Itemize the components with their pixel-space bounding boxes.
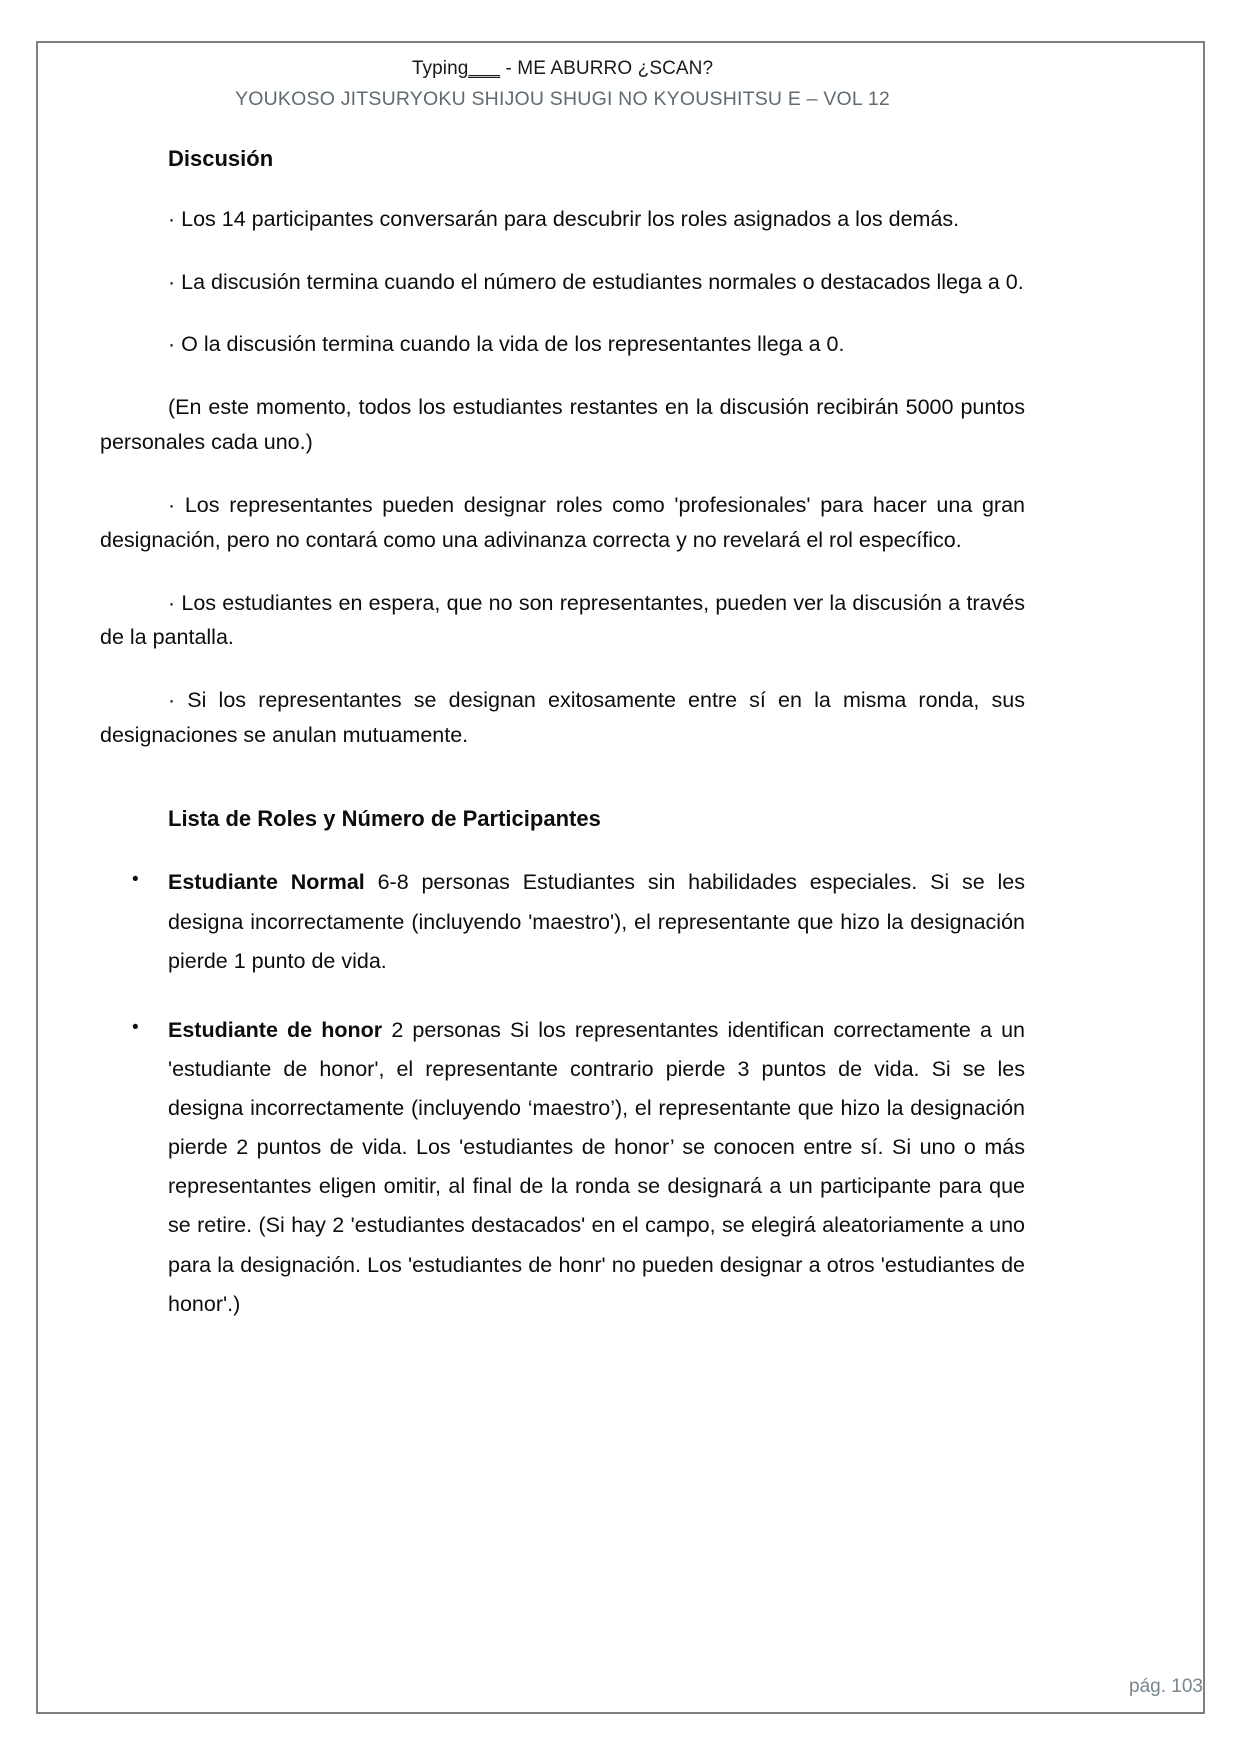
paragraph-participants: · Los 14 participantes conversarán para descubrir los roles asignados a los demás. — [168, 206, 960, 231]
section-heading-discusion: Discusión — [168, 146, 274, 172]
page-header — [100, 58, 1025, 111]
paragraph-professional-designation: · Los representantes pueden designar roles como 'profesionales' para hacer una gran designación, pero no contará como una adivinanza correcta y no revelará el rol específico. — [100, 492, 1025, 552]
roles-list — [100, 863, 1025, 1323]
list-item — [100, 1011, 1025, 1324]
paragraph-end-condition-life: · O la discusión termina cuando la vida de los representantes llega a 0. — [168, 332, 845, 357]
paragraph-waiting-students: · Los estudiantes en espera, que no son representantes, pueden ver la discusión a través de la pantalla. — [100, 590, 1025, 650]
role-description-estudiante-normal: 6-8 personas Estudiantes sin habilidades especiales. Si se les designa incorrectamente (incluyendo 'maestro'), el representante que hizo la designación pierde 1 punto de vida. — [168, 870, 1025, 973]
header-typing-label: Typing — [411, 58, 469, 79]
section-heading-lista-de-roles: Lista de Roles y Número de Participantes — [168, 805, 601, 831]
page-content — [100, 58, 1025, 1354]
role-description-estudiante-de-honor: 2 personas Si los representantes identifican correctamente a un 'estudiante de honor', el representante contrario pierde 3 puntos de vida. Si se les designa incorrectamente (incluyendo ‘maestro’), el representante que hizo la designación pierde 2 puntos de vida. Los 'estudiantes de honor’ se conocen entre sí. Si uno o más representantes eligen omitir, al final de la ronda se designará a un participante para que se retire. (Si hay 2 'estudiantes destacados' en el campo, se elegirá aleatoriamente a uno para la designación. Los 'estudiantes de honr' no pueden designar a otros 'estudiantes de honor'.) — [168, 1017, 1026, 1316]
paragraph-end-condition-students: · La discusión termina cuando el número de estudiantes normales o destacados llega a 0. — [168, 269, 1024, 294]
paragraph-mutual-designation: · Si los representantes se designan exitosamente entre sí en la misma ronda, sus designaciones se anulan mutuamente. — [100, 688, 1025, 748]
role-name-estudiante-de-honor: Estudiante de honor — [168, 1017, 383, 1042]
role-name-estudiante-normal: Estudiante Normal — [168, 870, 365, 895]
page-number-footer: pág. 103 — [1129, 1676, 1203, 1697]
list-item — [100, 863, 1025, 980]
header-series-title: YOUKOSO JITSURYOKU SHIJOU SHUGI NO KYOUSHITSU E – VOL 12 — [235, 87, 890, 110]
header-underscores: ___ — [468, 58, 501, 79]
header-scan-label: - ME ABURRO ¿SCAN? — [500, 58, 714, 79]
paragraph-points-note: (En este momento, todos los estudiantes restantes en la discusión recibirán 5000 puntos personales cada uno.) — [100, 395, 1025, 455]
header-line-1 — [100, 58, 1025, 81]
